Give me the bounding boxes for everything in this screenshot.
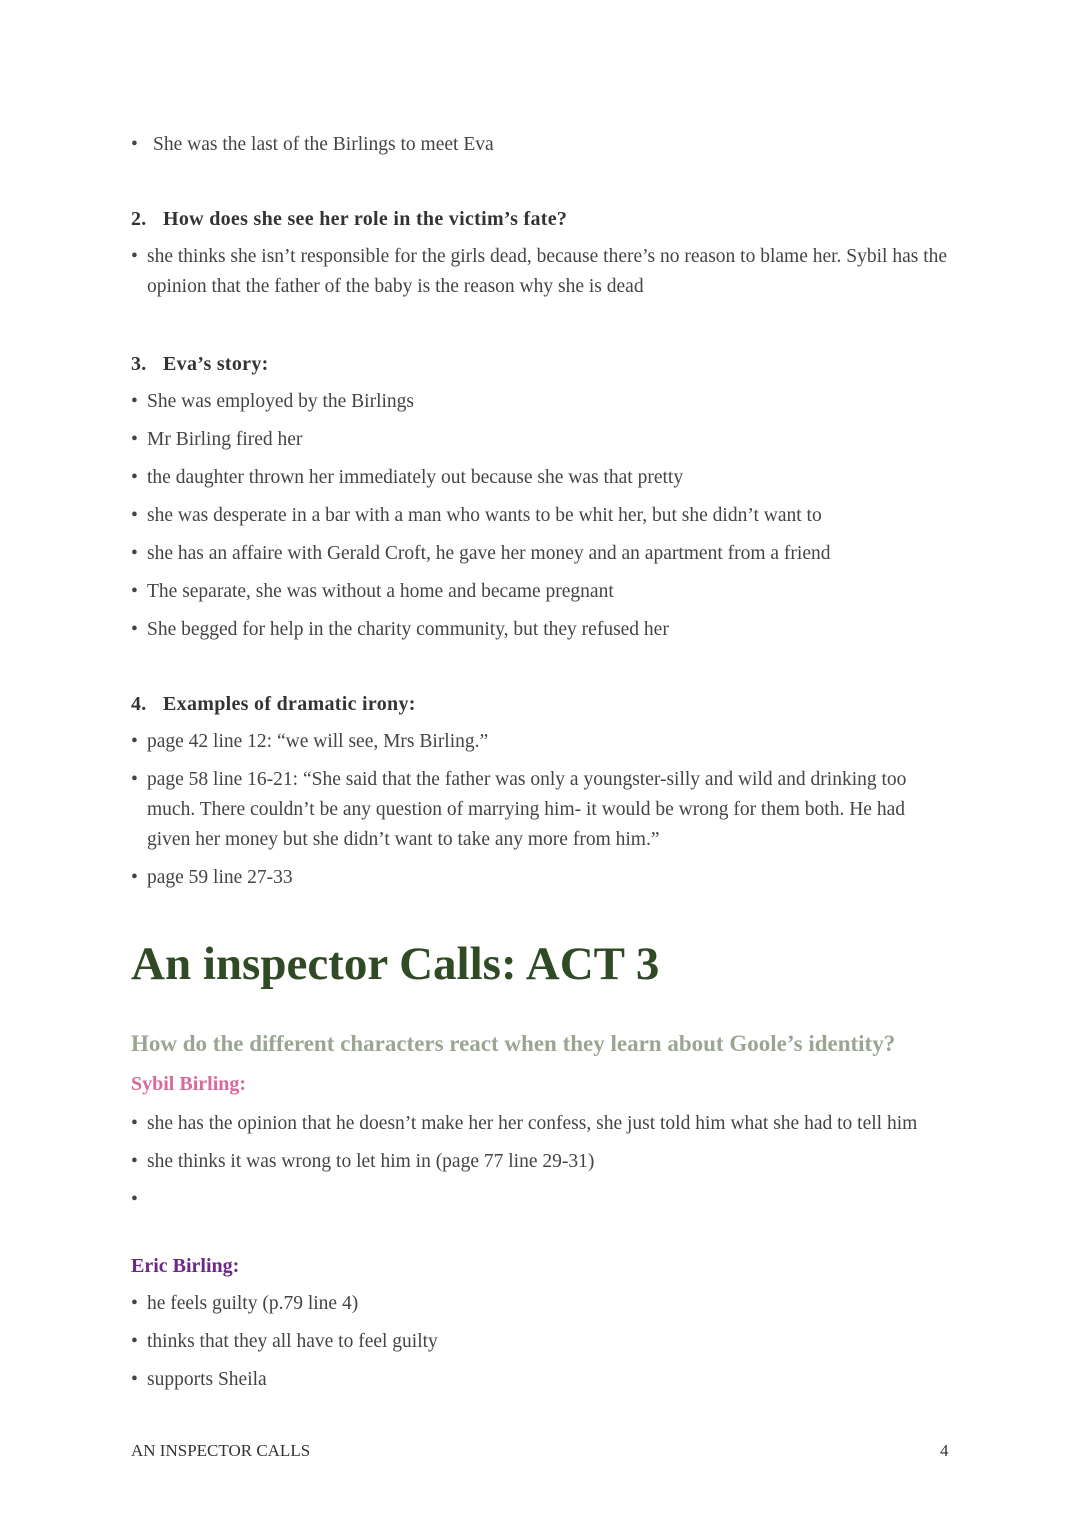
character-heading: Sybil Birling: [131, 1073, 247, 1095]
list-item: • The separate, she was without a home and became pregnant [131, 577, 951, 607]
list-item: • she has the opinion that he doesn’t make her her confess, she just told him what she had to tell him [131, 1109, 951, 1139]
question-heading [131, 349, 951, 379]
character-heading: Eric Birling: [131, 1255, 240, 1277]
page-number: 4 [940, 1441, 949, 1460]
question-3 [131, 349, 951, 645]
list-item: • She was employed by the Birlings [131, 387, 951, 417]
sybil-section [131, 1069, 951, 1215]
question-heading [131, 204, 951, 234]
list-item: • She was the last of the Birlings to meet Eva [131, 130, 951, 160]
eric-section [131, 1251, 951, 1395]
footer-title: AN INSPECTOR CALLS [131, 1441, 311, 1460]
list-item: • she was desperate in a bar with a man who wants to be whit her, but she didn’t want to [131, 501, 951, 531]
list-item: • she has an affaire with Gerald Croft, he gave her money and an apartment from a friend [131, 539, 951, 569]
question-2 [131, 204, 951, 302]
list-item: • the daughter thrown her immediately out because she was that pretty [131, 463, 951, 493]
list-item: • page 42 line 12: “we will see, Mrs Birling.” [131, 727, 951, 757]
question-text: How does she see her role in the victim’s fate? [163, 208, 568, 230]
list-item [131, 1185, 951, 1215]
question-text: Examples of dramatic irony: [163, 693, 416, 715]
list-item: • supports Sheila [131, 1365, 951, 1395]
question-number: 2. [131, 208, 147, 230]
intro-list [131, 130, 951, 160]
act3-title [131, 936, 951, 992]
question-4 [131, 689, 951, 893]
list-item: • She begged for help in the charity community, but they refused her [131, 615, 951, 645]
list-item: • she thinks it was wrong to let him in (page 77 line 29-31) [131, 1147, 951, 1177]
list-item: • she thinks she isn’t responsible for the girls dead, because there’s no reason to blame her. Sybil has the opinion that the father of the baby is the reason why she is dead [131, 242, 951, 302]
question-text: Eva’s story: [163, 353, 269, 375]
list-item: • Mr Birling fired her [131, 425, 951, 455]
list-item: • he feels guilty (p.79 line 4) [131, 1289, 951, 1319]
question-number: 3. [131, 353, 147, 375]
section-subheading: How do the different characters react when they learn about Goole’s identity? [131, 1031, 896, 1056]
question-heading [131, 689, 951, 719]
list-item: • thinks that they all have to feel guilty [131, 1327, 951, 1357]
question-number: 4. [131, 693, 147, 715]
act3-question [131, 1029, 951, 1059]
section-title: An inspector Calls: ACT 3 [131, 938, 660, 990]
list-item: • page 58 line 16-21: “She said that the father was only a youngster-silly and wild and drinking too much. There couldn’t be any question of marrying him- it would be wrong for them both. He had given her money but she didn’t want to take any more from him.” [131, 765, 951, 855]
list-item: • page 59 line 27-33 [131, 863, 951, 893]
